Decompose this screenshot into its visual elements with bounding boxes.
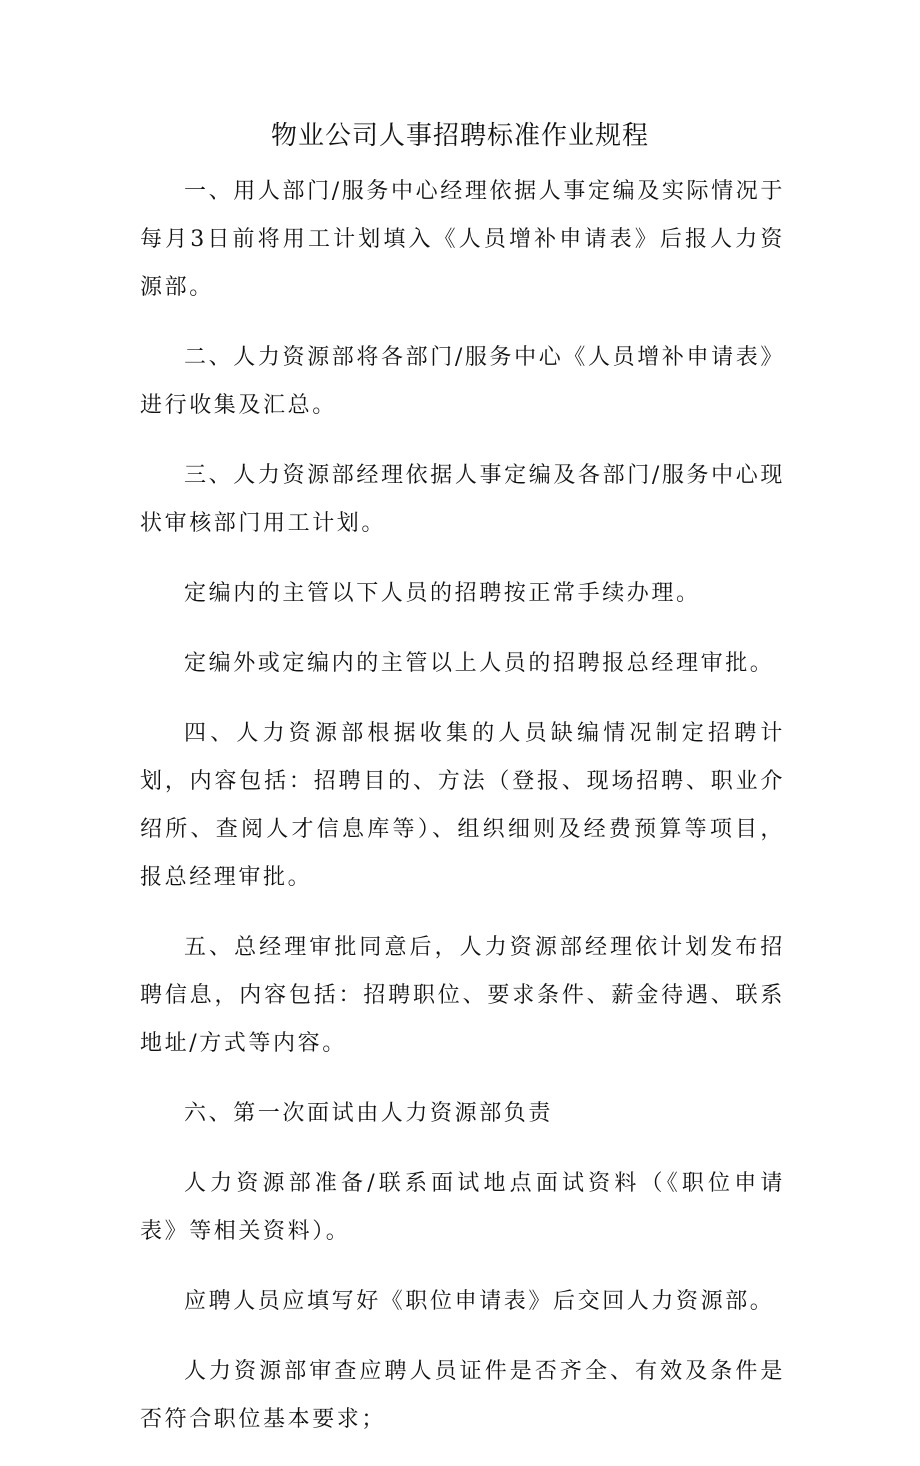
paragraph-9: 人力资源部准备/联系面试地点面试资料（《职位申请表》等相关资料）。	[140, 1171, 785, 1244]
paragraph-3: 三、人力资源部经理依据人事定编及各部门/服务中心现状审核部门用工计划。	[140, 463, 785, 536]
paragraph-1: 一、用人部门/服务中心经理依据人事定编及实际情况于每月3日前将用工计划填入《人员增补申请表》后报人力资源部。	[140, 179, 785, 300]
paragraph-11: 人力资源部审查应聘人员证件是否齐全、有效及条件是否符合职位基本要求；	[140, 1359, 785, 1432]
paragraph-10: 应聘人员应填写好《职位申请表》后交回人力资源部。	[184, 1289, 775, 1314]
paragraph-2: 二、人力资源部将各部门/服务中心《人员增补申请表》进行收集及汇总。	[140, 345, 785, 418]
paragraph-7: 五、总经理审批同意后，人力资源部经理依计划发布招聘信息，内容包括：招聘职位、要求条件、薪金待遇、联系地址/方式等内容。	[140, 935, 785, 1056]
document-title: 物业公司人事招聘标准作业规程	[270, 121, 649, 151]
document-body	[140, 168, 785, 1466]
paragraph-5: 定编外或定编内的主管以上人员的招聘报总经理审批。	[184, 651, 775, 676]
paragraph-4: 定编内的主管以下人员的招聘按正常手续办理。	[184, 581, 701, 606]
paragraph-8: 六、第一次面试由人力资源部负责	[184, 1101, 554, 1126]
paragraph-6: 四、人力资源部根据收集的人员缺编情况制定招聘计划，内容包括：招聘目的、方法（登报、现场招聘、职业介绍所、查阅人才信息库等）、组织细则及经费预算等项目，报总经理审批。	[140, 721, 785, 890]
